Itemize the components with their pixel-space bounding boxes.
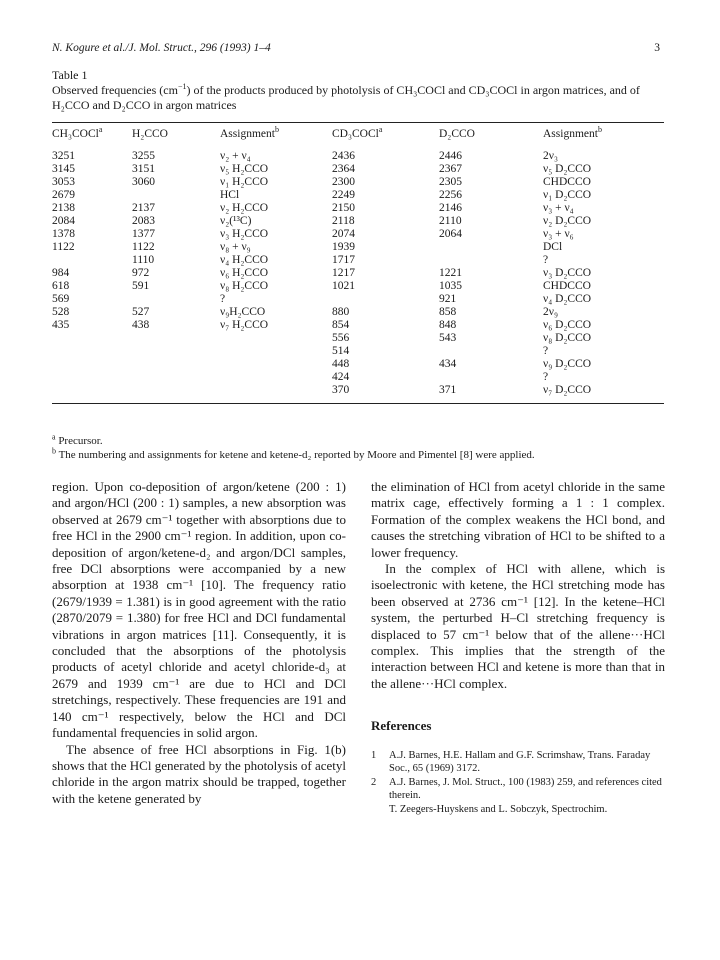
table-cell: 2150	[332, 202, 355, 214]
table-header-cell	[439, 123, 543, 145]
table-cell: 424	[332, 371, 350, 383]
footnote-a	[52, 434, 664, 448]
table-header-footnote-mark: a	[98, 125, 103, 135]
table-cell: 1035	[439, 280, 462, 292]
table-cell: ν₁ H₂CCO	[220, 176, 269, 188]
table-header-text: CD₃COCl	[332, 128, 379, 140]
table-cell: 3145	[52, 163, 75, 175]
table-row	[52, 145, 664, 163]
table-cell	[132, 384, 220, 403]
table-cell: 1378	[52, 228, 75, 240]
table-cell: ν₂ + ν₄	[220, 150, 251, 162]
page-number: 3	[654, 42, 660, 54]
table-cell: 880	[332, 306, 350, 318]
table-row	[52, 280, 664, 293]
references-list	[371, 749, 665, 816]
footnote-b-text: The numbering and assignments for ketene and ketene-d₂ reported by Moore and Pimentel [8] were applied.	[58, 449, 535, 461]
table-cell	[132, 371, 220, 384]
left-column	[52, 479, 346, 807]
right-column	[371, 479, 665, 817]
table-row	[52, 306, 664, 319]
table-bottom-rule	[52, 403, 664, 404]
right-paragraph-2: In the complex of HCl with allene, which is isoelectronic with ketene, the HCl stretching mode has been observed at 2736 cm⁻¹ [12]. In the ketene–HCl system, the perturbed H–Cl stretching frequency is displaced to 57 cm⁻¹ below that of the allene···HCl complex. This implies that the strength of the interaction between HCl and ketene is more than that in the allene···HCl complex.	[371, 561, 665, 691]
table-cell: 1122	[52, 241, 75, 253]
table-cell: 2137	[132, 202, 155, 214]
table-cell: 2138	[52, 202, 75, 214]
frequency-table	[52, 122, 664, 404]
reference-number: 1	[371, 749, 377, 761]
table-cell: 2083	[132, 215, 155, 227]
table-cell: 3151	[132, 163, 155, 175]
table-cell	[132, 332, 220, 345]
table-cell: 591	[132, 280, 150, 292]
table-cell: ν₈ D₂CCO	[543, 332, 592, 344]
table-cell: 854	[332, 319, 350, 331]
table-cell	[439, 371, 543, 384]
table-row	[52, 332, 664, 345]
table-cell: ν₂ H₂CCO	[220, 202, 269, 214]
table-cell: 2074	[332, 228, 355, 240]
references-heading: References	[371, 718, 432, 734]
table-header-text: H₂CCO	[132, 128, 168, 140]
table-row	[52, 345, 664, 358]
table-row	[52, 189, 664, 202]
table-cell: ?	[543, 345, 549, 357]
table-cell: CHDCCO	[543, 176, 591, 188]
table-cell	[220, 332, 332, 345]
table-cell: 2ν₉	[543, 306, 558, 318]
footnote-a-text: Precursor.	[58, 435, 103, 447]
table-cell: ν₇ D₂CCO	[543, 384, 592, 396]
table-cell: 1939	[332, 241, 355, 253]
table-cell: 2110	[439, 215, 462, 227]
table-cell: ?	[543, 371, 549, 383]
left-paragraph-1: region. Upon co-deposition of argon/ketene (200 : 1) and argon/HCl (200 : 1) samples, a new absorption was observed at 2679 cm⁻¹ together with absorptions due to free HCl in the 2900 cm⁻¹ region. In addition, upon co-deposition of argon/ketene-d₂ and argon/DCl samples, free DCl absorptions were accompanied by a new absorption at 1938 cm⁻¹ [10]. The frequency ratio (2679/1939 = 1.381) is in good agreement with the ratio (2870/2079 = 1.380) for free HCl and DCl fundamental vibrations in argon matrices [11]. Consequently, it is concluded that the absorptions of the photolysis products of acetyl chloride and acetyl chloride-d₃ at 2679 and 1939 cm⁻¹ are due to HCl and DCl stretchings, respectively. These frequencies are 191 and 140 cm⁻¹ respectively, below the HCl and DCl fundamental frequencies in solid argon.	[52, 479, 346, 741]
table-cell: ν₈ H₂CCO	[220, 280, 269, 292]
table-caption	[52, 68, 664, 113]
table-cell: ν₉ D₂CCO	[543, 358, 592, 370]
table-cell: 1717	[332, 254, 355, 266]
footnote-b-mark: b	[52, 446, 56, 456]
reference-item	[371, 749, 665, 775]
table-cell: 514	[332, 345, 350, 357]
running-head-citation: N. Kogure et al./J. Mol. Struct., 296 (1993) 1–4	[52, 42, 271, 54]
table-cell	[439, 254, 543, 267]
table-cell	[132, 345, 220, 358]
caption-text-2: ) of the products produced by photolysis of CH₃COCl and CD₃COCl in argon matrices, and of H₂CCO and D₂CCO in argon matrices	[52, 83, 640, 112]
table-cell	[52, 358, 132, 371]
table-header-cell	[132, 123, 220, 145]
left-paragraph-2: The absence of free HCl absorptions in Fig. 1(b) shows that the HCl generated by the photolysis of acetyl chloride in the argon matrix should be trapped, together with the ketene generated by	[52, 741, 346, 806]
table-row	[52, 319, 664, 332]
table-header-footnote-mark: b	[274, 125, 279, 135]
footnote-a-mark: a	[52, 432, 56, 442]
table-cell: 556	[332, 332, 350, 344]
table-cell	[52, 332, 132, 345]
table-cell: ν₃ + ν₄	[543, 202, 574, 214]
table-header-cell	[220, 123, 332, 145]
table-row	[52, 358, 664, 371]
table-cell: ν₇ H₂CCO	[220, 319, 269, 331]
caption-text-1: Observed frequencies (cm	[52, 83, 178, 97]
table-cell: ν₄ D₂CCO	[543, 293, 592, 305]
table-row	[52, 228, 664, 241]
table-cell: 972	[132, 267, 150, 279]
table-cell	[52, 254, 132, 267]
table-cell: ν₂(¹³C)	[220, 215, 252, 227]
table-cell	[132, 358, 220, 371]
table-grid	[52, 123, 664, 403]
table-header-cell	[543, 123, 664, 145]
table-cell: 848	[439, 319, 457, 331]
table-header-row	[52, 123, 664, 145]
table-cell: CHDCCO	[543, 280, 591, 292]
table-cell: 2300	[332, 176, 355, 188]
table-cell: 2ν₃	[543, 150, 558, 162]
table-cell: 435	[52, 319, 70, 331]
table-cell: 1217	[332, 267, 355, 279]
table-cell: ν₅ H₂CCO	[220, 163, 269, 175]
table-row	[52, 384, 664, 403]
table-header-cell	[52, 123, 132, 145]
reference-text: T. Zeegers-Huyskens and L. Sobczyk, Spectrochim.	[389, 803, 608, 815]
table-cell	[132, 293, 220, 306]
table-cell: ν₃ H₂CCO	[220, 228, 269, 240]
table-header-text: Assignment	[220, 128, 275, 140]
table-row	[52, 163, 664, 176]
table-cell: 984	[52, 267, 70, 279]
table-row	[52, 202, 664, 215]
table-cell	[132, 189, 220, 202]
table-cell	[52, 345, 132, 358]
table-header-cell	[332, 123, 439, 145]
table-cell	[439, 345, 543, 358]
table-row	[52, 254, 664, 267]
table-cell: 370	[332, 384, 350, 396]
table-cell: 3255	[132, 150, 155, 162]
table-cell: 569	[52, 293, 70, 305]
table-cell	[220, 358, 332, 371]
table-cell: 2367	[439, 163, 462, 175]
table-cell: 2364	[332, 163, 355, 175]
table-header-text: Assignment	[543, 128, 598, 140]
table-cell: ν₄ H₂CCO	[220, 254, 269, 266]
table-header-text: CH₃COCl	[52, 128, 99, 140]
table-footnotes	[52, 434, 664, 462]
table-cell: ν₃ D₂CCO	[543, 267, 592, 279]
table-cell	[220, 371, 332, 384]
table-row	[52, 241, 664, 254]
table-cell: 2249	[332, 189, 355, 201]
table-cell	[332, 293, 439, 306]
caption-sup: −1	[177, 82, 187, 91]
table-cell: HCl	[220, 189, 240, 201]
table-cell: 1122	[132, 241, 155, 253]
reference-number: 2	[371, 776, 377, 788]
right-paragraph-1: the elimination of HCl from acetyl chloride in the same matrix cage, effectively forming a 1 : 1 complex. Formation of the complex weakens the HCl bond, and causes the stretching vibration of HCl to be shifted to a lower frequency.	[371, 479, 665, 560]
table-cell: ?	[220, 293, 226, 305]
table-cell: 921	[439, 293, 457, 305]
table-cell	[52, 384, 132, 403]
table-cell: 371	[439, 384, 457, 396]
table-cell: ν₆ H₂CCO	[220, 267, 269, 279]
table-cell: 1221	[439, 267, 462, 279]
table-cell	[52, 371, 132, 384]
reference-text: A.J. Barnes, H.E. Hallam and G.F. Scrimshaw, Trans. Faraday Soc., 65 (1969) 3172.	[389, 749, 651, 774]
running-head	[52, 42, 660, 54]
table-cell: 528	[52, 306, 70, 318]
table-cell: 543	[439, 332, 457, 344]
table-cell: 2436	[332, 150, 355, 162]
reference-item	[371, 776, 665, 802]
table-cell: 2118	[332, 215, 355, 227]
reference-text: A.J. Barnes, J. Mol. Struct., 100 (1983) 259, and references cited therein.	[389, 776, 662, 801]
table-cell: 438	[132, 319, 150, 331]
table-cell: ν₆ D₂CCO	[543, 319, 592, 331]
table-cell: 2305	[439, 176, 462, 188]
table-cell: 434	[439, 358, 457, 370]
table-cell: ν₂ D₂CCO	[543, 215, 592, 227]
table-cell: 2256	[439, 189, 462, 201]
table-cell: 1377	[132, 228, 155, 240]
table-cell: 3053	[52, 176, 75, 188]
table-label: Table 1	[52, 68, 88, 82]
table-cell: ν₅ D₂CCO	[543, 163, 592, 175]
table-header-footnote-mark: a	[378, 125, 383, 135]
table-cell	[220, 384, 332, 403]
table-cell: 2084	[52, 215, 75, 227]
table-row	[52, 293, 664, 306]
table-cell: 2679	[52, 189, 75, 201]
table-cell: ν₃ + ν₆	[543, 228, 574, 240]
table-cell: ?	[543, 254, 549, 266]
reference-item	[371, 803, 665, 816]
table-cell: 3251	[52, 150, 75, 162]
table-cell: ν₉H₂CCO	[220, 306, 266, 318]
table-row	[52, 176, 664, 189]
table-cell: 1110	[132, 254, 155, 266]
table-cell	[220, 345, 332, 358]
table-cell: 2064	[439, 228, 462, 240]
footnote-b	[52, 448, 664, 462]
table-cell: 527	[132, 306, 150, 318]
table-cell: 858	[439, 306, 457, 318]
table-cell: 618	[52, 280, 70, 292]
table-row	[52, 215, 664, 228]
table-cell: 448	[332, 358, 350, 370]
table-cell: 1021	[332, 280, 355, 292]
table-header-footnote-mark: b	[597, 125, 602, 135]
table-cell: 3060	[132, 176, 155, 188]
table-cell: DCl	[543, 241, 563, 253]
table-cell: 2446	[439, 150, 462, 162]
table-cell	[439, 241, 543, 254]
table-cell: 2146	[439, 202, 462, 214]
table-header-text: D₂CCO	[439, 128, 475, 140]
table-cell: ν₁ D₂CCO	[543, 189, 592, 201]
table-row	[52, 267, 664, 280]
table-row	[52, 371, 664, 384]
table-cell: ν₈ + ν₉	[220, 241, 251, 253]
table-body	[52, 145, 664, 403]
